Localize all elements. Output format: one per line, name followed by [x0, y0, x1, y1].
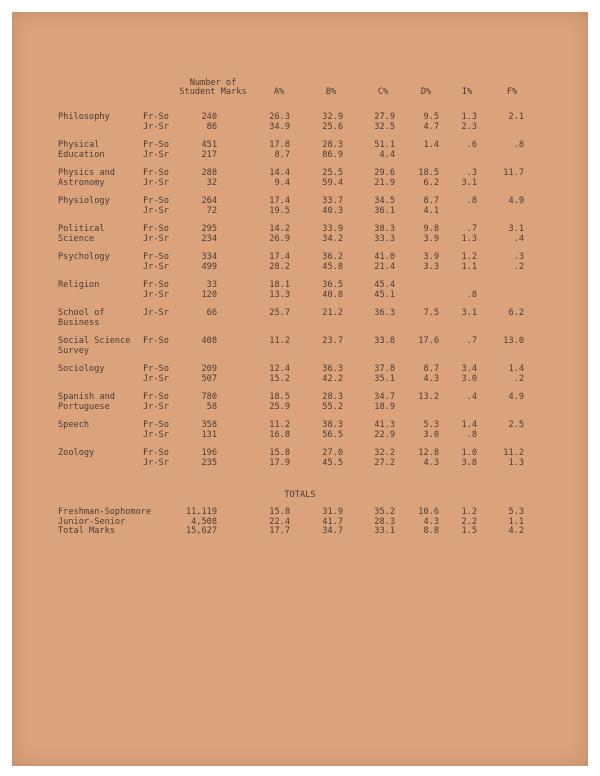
percent-cell: .2 [513, 373, 524, 384]
percent-cell: 15.2 [269, 373, 290, 384]
percent-cell: 11.2 [269, 336, 290, 346]
mark-count: 66 [206, 308, 217, 318]
totals-percent: 35.2 [374, 507, 395, 517]
level-label: Jr-Sr [143, 373, 169, 384]
percent-cell: 27.2 [374, 457, 395, 468]
percent-cell: 17.8 [269, 140, 290, 150]
mark-count: 72 [206, 205, 217, 216]
percent-cell: 32.5 [374, 121, 395, 132]
totals-percent: 2.2 [461, 516, 477, 527]
mark-count: 408 [201, 336, 217, 346]
percent-cell: 4.9 [508, 196, 524, 206]
level-label: Jr-Sr [143, 149, 169, 160]
percent-cell: 26.9 [269, 233, 290, 244]
percent-cell: 37.8 [374, 364, 395, 374]
totals-percent: 34.7 [322, 526, 343, 536]
percent-cell: 2.3 [461, 121, 477, 132]
percent-cell: 21.2 [322, 308, 343, 318]
percent-cell: 3.9 [423, 233, 439, 244]
percent-cell: 40.3 [322, 205, 343, 216]
totals-label: Junior-Senior [58, 516, 126, 527]
subject-label: Psychology [58, 252, 110, 262]
totals-percent: 1.5 [461, 526, 477, 536]
percent-cell: 27.0 [322, 448, 343, 458]
totals-percent: 17.7 [269, 526, 290, 536]
percent-cell: 14.4 [269, 168, 290, 178]
subject-label: Education [58, 149, 105, 160]
percent-cell: 45.4 [374, 280, 395, 290]
percent-cell: 3.1 [508, 224, 524, 234]
percent-cell: 5.3 [423, 420, 439, 430]
percent-cell: .6 [466, 140, 477, 150]
percent-cell: 1.4 [423, 140, 439, 150]
subject-label: Spanish and [58, 392, 115, 402]
percent-cell: 3.1 [461, 308, 477, 318]
totals-count: 11,119 [185, 507, 217, 517]
level-label: Jr-Sr [143, 233, 169, 244]
subject-label: Business [58, 317, 100, 328]
percent-cell: 23.7 [322, 336, 343, 346]
percent-cell: 13.0 [503, 336, 524, 346]
table-row [12, 309, 588, 329]
totals-percent: 4.2 [508, 526, 524, 536]
percent-cell: 40.8 [322, 289, 343, 300]
percent-cell: 2.5 [508, 420, 524, 430]
header-i: I% [461, 87, 473, 97]
percent-cell: 36.3 [322, 364, 343, 374]
percent-cell: 17.9 [269, 457, 290, 468]
percent-cell: 26.3 [269, 112, 290, 122]
mark-count: 131 [201, 429, 217, 440]
subject-label: Political [58, 224, 105, 234]
mark-count: 288 [201, 168, 217, 178]
percent-cell: .3 [466, 168, 477, 178]
mark-count: 780 [201, 392, 217, 402]
table-row [12, 337, 588, 357]
level-label: Fr-So [143, 448, 169, 458]
percent-cell: 34.9 [269, 121, 290, 132]
percent-cell: 1.4 [508, 364, 524, 374]
percent-cell: 9.5 [423, 112, 439, 122]
mark-count: 264 [201, 196, 217, 206]
subject-label: Physiology [58, 196, 110, 206]
percent-cell: 13.3 [269, 289, 290, 300]
mark-count: 217 [201, 149, 217, 160]
mark-count: 209 [201, 364, 217, 374]
mark-count: 32 [206, 177, 217, 188]
percent-cell: 12.4 [269, 364, 290, 374]
percent-cell: .3 [513, 252, 524, 262]
percent-cell: 1.3 [508, 457, 524, 468]
percent-cell: 7.5 [423, 308, 439, 318]
percent-cell: 17.6 [418, 336, 439, 346]
totals-percent: 1.1 [508, 516, 524, 527]
percent-cell: 1.0 [461, 448, 477, 458]
percent-cell: 15.8 [269, 448, 290, 458]
level-label: Fr-So [143, 252, 169, 262]
percent-cell: 35.1 [374, 373, 395, 384]
header-d: D% [420, 87, 432, 97]
percent-cell: 9.8 [423, 224, 439, 234]
level-label: Jr-Sr [143, 121, 169, 132]
percent-cell: 32.9 [322, 112, 343, 122]
percent-cell: 3.4 [461, 364, 477, 374]
percent-cell: .2 [513, 261, 524, 272]
percent-cell: 4.1 [423, 205, 439, 216]
percent-cell: 28.3 [322, 392, 343, 402]
percent-cell: 3.8 [461, 457, 477, 468]
percent-cell: .8 [466, 196, 477, 206]
percent-cell: 25.9 [269, 401, 290, 412]
percent-cell: 19.5 [269, 205, 290, 216]
table-row [12, 113, 588, 133]
percent-cell: 17.4 [269, 196, 290, 206]
percent-cell: 4.3 [423, 373, 439, 384]
mark-count: 86 [206, 121, 217, 132]
percent-cell: 55.2 [322, 401, 343, 412]
percent-cell: 8.7 [274, 149, 290, 160]
percent-cell: 33.9 [322, 224, 343, 234]
percent-cell: 6.2 [423, 177, 439, 188]
percent-cell: 34.7 [374, 392, 395, 402]
percent-cell: .8 [513, 140, 524, 150]
level-label: Fr-So [143, 140, 169, 150]
percent-cell: 27.9 [374, 112, 395, 122]
table-row [12, 281, 588, 301]
header-b: B% [325, 87, 337, 97]
totals-count: 4,508 [191, 516, 217, 527]
percent-cell: 1.1 [461, 261, 477, 272]
mark-count: 358 [201, 420, 217, 430]
percent-cell: 13.2 [418, 392, 439, 402]
percent-cell: 3.1 [461, 177, 477, 188]
totals-percent: 5.3 [508, 507, 524, 517]
level-label: Fr-So [143, 224, 169, 234]
mark-count: 196 [201, 448, 217, 458]
percent-cell: 3.0 [461, 373, 477, 384]
document-page [12, 12, 588, 766]
mark-count: 295 [201, 224, 217, 234]
percent-cell: 33.8 [374, 336, 395, 346]
percent-cell: 17.4 [269, 252, 290, 262]
percent-cell: 45.8 [322, 261, 343, 272]
percent-cell: 18.1 [269, 280, 290, 290]
percent-cell: 18.5 [269, 392, 290, 402]
mark-count: 507 [201, 373, 217, 384]
percent-cell: 11.2 [503, 448, 524, 458]
percent-cell: 45.5 [322, 457, 343, 468]
subject-label: Survey [58, 345, 90, 356]
header-c: C% [377, 87, 389, 97]
percent-cell: 41.0 [374, 252, 395, 262]
level-label: Jr-Sr [143, 429, 169, 440]
level-label: Fr-So [143, 280, 169, 290]
percent-cell: .8 [466, 289, 477, 300]
subject-label: School of [58, 308, 105, 318]
table-row [12, 449, 588, 469]
percent-cell: .4 [513, 233, 524, 244]
subject-label: Science [58, 233, 95, 244]
header-f: F% [506, 87, 518, 97]
percent-cell: 4.4 [379, 149, 395, 160]
subject-label: Sociology [58, 364, 105, 374]
percent-cell: 11.2 [269, 420, 290, 430]
mark-count: 499 [201, 261, 217, 272]
percent-cell: 16.8 [269, 429, 290, 440]
mark-count: 58 [206, 401, 217, 412]
percent-cell: 38.3 [374, 224, 395, 234]
totals-percent: 10.6 [418, 507, 439, 517]
table-row [12, 253, 588, 273]
percent-cell: 1.2 [461, 252, 477, 262]
table-row [12, 421, 588, 441]
percent-cell: 1.4 [461, 420, 477, 430]
table-row [12, 225, 588, 245]
percent-cell: 21.4 [374, 261, 395, 272]
table-row [12, 197, 588, 217]
level-label: Fr-So [143, 196, 169, 206]
percent-cell: 3.0 [423, 429, 439, 440]
totals-count: 15,627 [185, 526, 217, 536]
percent-cell: 59.4 [322, 177, 343, 188]
mark-count: 235 [201, 457, 217, 468]
percent-cell: 56.5 [322, 429, 343, 440]
percent-cell: 33.7 [322, 196, 343, 206]
mark-count: 33 [206, 280, 217, 290]
level-label: Fr-So [143, 364, 169, 374]
percent-cell: 6.2 [508, 308, 524, 318]
percent-cell: 36.1 [374, 205, 395, 216]
percent-cell: 34.2 [322, 233, 343, 244]
level-label: Fr-So [143, 392, 169, 402]
percent-cell: 11.7 [503, 168, 524, 178]
subject-label: Religion [58, 280, 100, 290]
percent-cell: .7 [466, 224, 477, 234]
totals-label: Freshman-Sophomore [58, 507, 152, 517]
percent-cell: 51.1 [374, 140, 395, 150]
table-row [12, 141, 588, 161]
percent-cell: 1.3 [461, 233, 477, 244]
totals-percent: 1.2 [461, 507, 477, 517]
table-row [12, 393, 588, 413]
level-label: Jr-Sr [143, 177, 169, 188]
header-number-line2: Student Marks [179, 87, 247, 97]
percent-cell: 8.7 [423, 364, 439, 374]
percent-cell: 4.3 [423, 457, 439, 468]
subject-label: Physics and [58, 168, 115, 178]
percent-cell: 36.2 [322, 252, 343, 262]
level-label: Jr-Sr [143, 205, 169, 216]
level-label: Fr-So [143, 336, 169, 346]
percent-cell: 21.9 [374, 177, 395, 188]
percent-cell: 29.6 [374, 168, 395, 178]
percent-cell: 3.3 [423, 261, 439, 272]
percent-cell: 45.1 [374, 289, 395, 300]
level-label: Jr-Sr [143, 308, 169, 318]
percent-cell: 8.7 [423, 196, 439, 206]
percent-cell: 42.2 [322, 373, 343, 384]
subject-label: Social Science [58, 336, 131, 346]
table-row [12, 365, 588, 385]
percent-cell: .7 [466, 336, 477, 346]
subject-label: Astronomy [58, 177, 105, 188]
mark-count: 234 [201, 233, 217, 244]
percent-cell: 4.9 [508, 392, 524, 402]
percent-cell: 41.3 [374, 420, 395, 430]
level-label: Fr-So [143, 112, 169, 122]
level-label: Jr-Sr [143, 289, 169, 300]
percent-cell: 1.3 [461, 112, 477, 122]
totals-label: Total Marks [58, 526, 115, 536]
level-label: Jr-Sr [143, 457, 169, 468]
totals-percent: 15.8 [269, 507, 290, 517]
percent-cell: 86.9 [322, 149, 343, 160]
percent-cell: 14.2 [269, 224, 290, 234]
percent-cell: 34.5 [374, 196, 395, 206]
percent-cell: 25.7 [269, 308, 290, 318]
subject-label: Speech [58, 420, 90, 430]
mark-count: 120 [201, 289, 217, 300]
percent-cell: 38.3 [322, 420, 343, 430]
percent-cell: 25.5 [322, 168, 343, 178]
totals-percent: 22.4 [269, 516, 290, 527]
percent-cell: 33.3 [374, 233, 395, 244]
totals-title: TOTALS [284, 490, 316, 500]
mark-count: 451 [201, 140, 217, 150]
percent-cell: 4.7 [423, 121, 439, 132]
totals-percent: 31.9 [322, 507, 343, 517]
mark-count: 334 [201, 252, 217, 262]
percent-cell: 18.5 [418, 168, 439, 178]
percent-cell: 12.8 [418, 448, 439, 458]
percent-cell: 25.6 [322, 121, 343, 132]
level-label: Jr-Sr [143, 261, 169, 272]
header-number-line1: Number of [189, 78, 237, 88]
totals-percent: 28.3 [374, 516, 395, 527]
percent-cell: 9.4 [274, 177, 290, 188]
percent-cell: 22.9 [374, 429, 395, 440]
percent-cell: 2.1 [508, 112, 524, 122]
percent-cell: .4 [466, 392, 477, 402]
percent-cell: 36.5 [322, 280, 343, 290]
percent-cell: 36.3 [374, 308, 395, 318]
percent-cell: 28.3 [322, 140, 343, 150]
percent-cell: 18.9 [374, 401, 395, 412]
totals-percent: 33.1 [374, 526, 395, 536]
percent-cell: 28.2 [269, 261, 290, 272]
subject-label: Physical [58, 140, 100, 150]
level-label: Fr-So [143, 420, 169, 430]
mark-count: 240 [201, 112, 217, 122]
percent-cell: 3.9 [423, 252, 439, 262]
percent-cell: 32.2 [374, 448, 395, 458]
percent-cell: .8 [466, 429, 477, 440]
header-a: A% [273, 87, 285, 97]
table-row [12, 169, 588, 189]
totals-percent: 8.8 [423, 526, 439, 536]
subject-label: Portuguese [58, 401, 110, 412]
totals-percent: 4.3 [423, 516, 439, 527]
subject-label: Philosophy [58, 112, 110, 122]
level-label: Fr-So [143, 168, 169, 178]
subject-label: Zoology [58, 448, 95, 458]
level-label: Jr-Sr [143, 401, 169, 412]
totals-percent: 41.7 [322, 516, 343, 527]
